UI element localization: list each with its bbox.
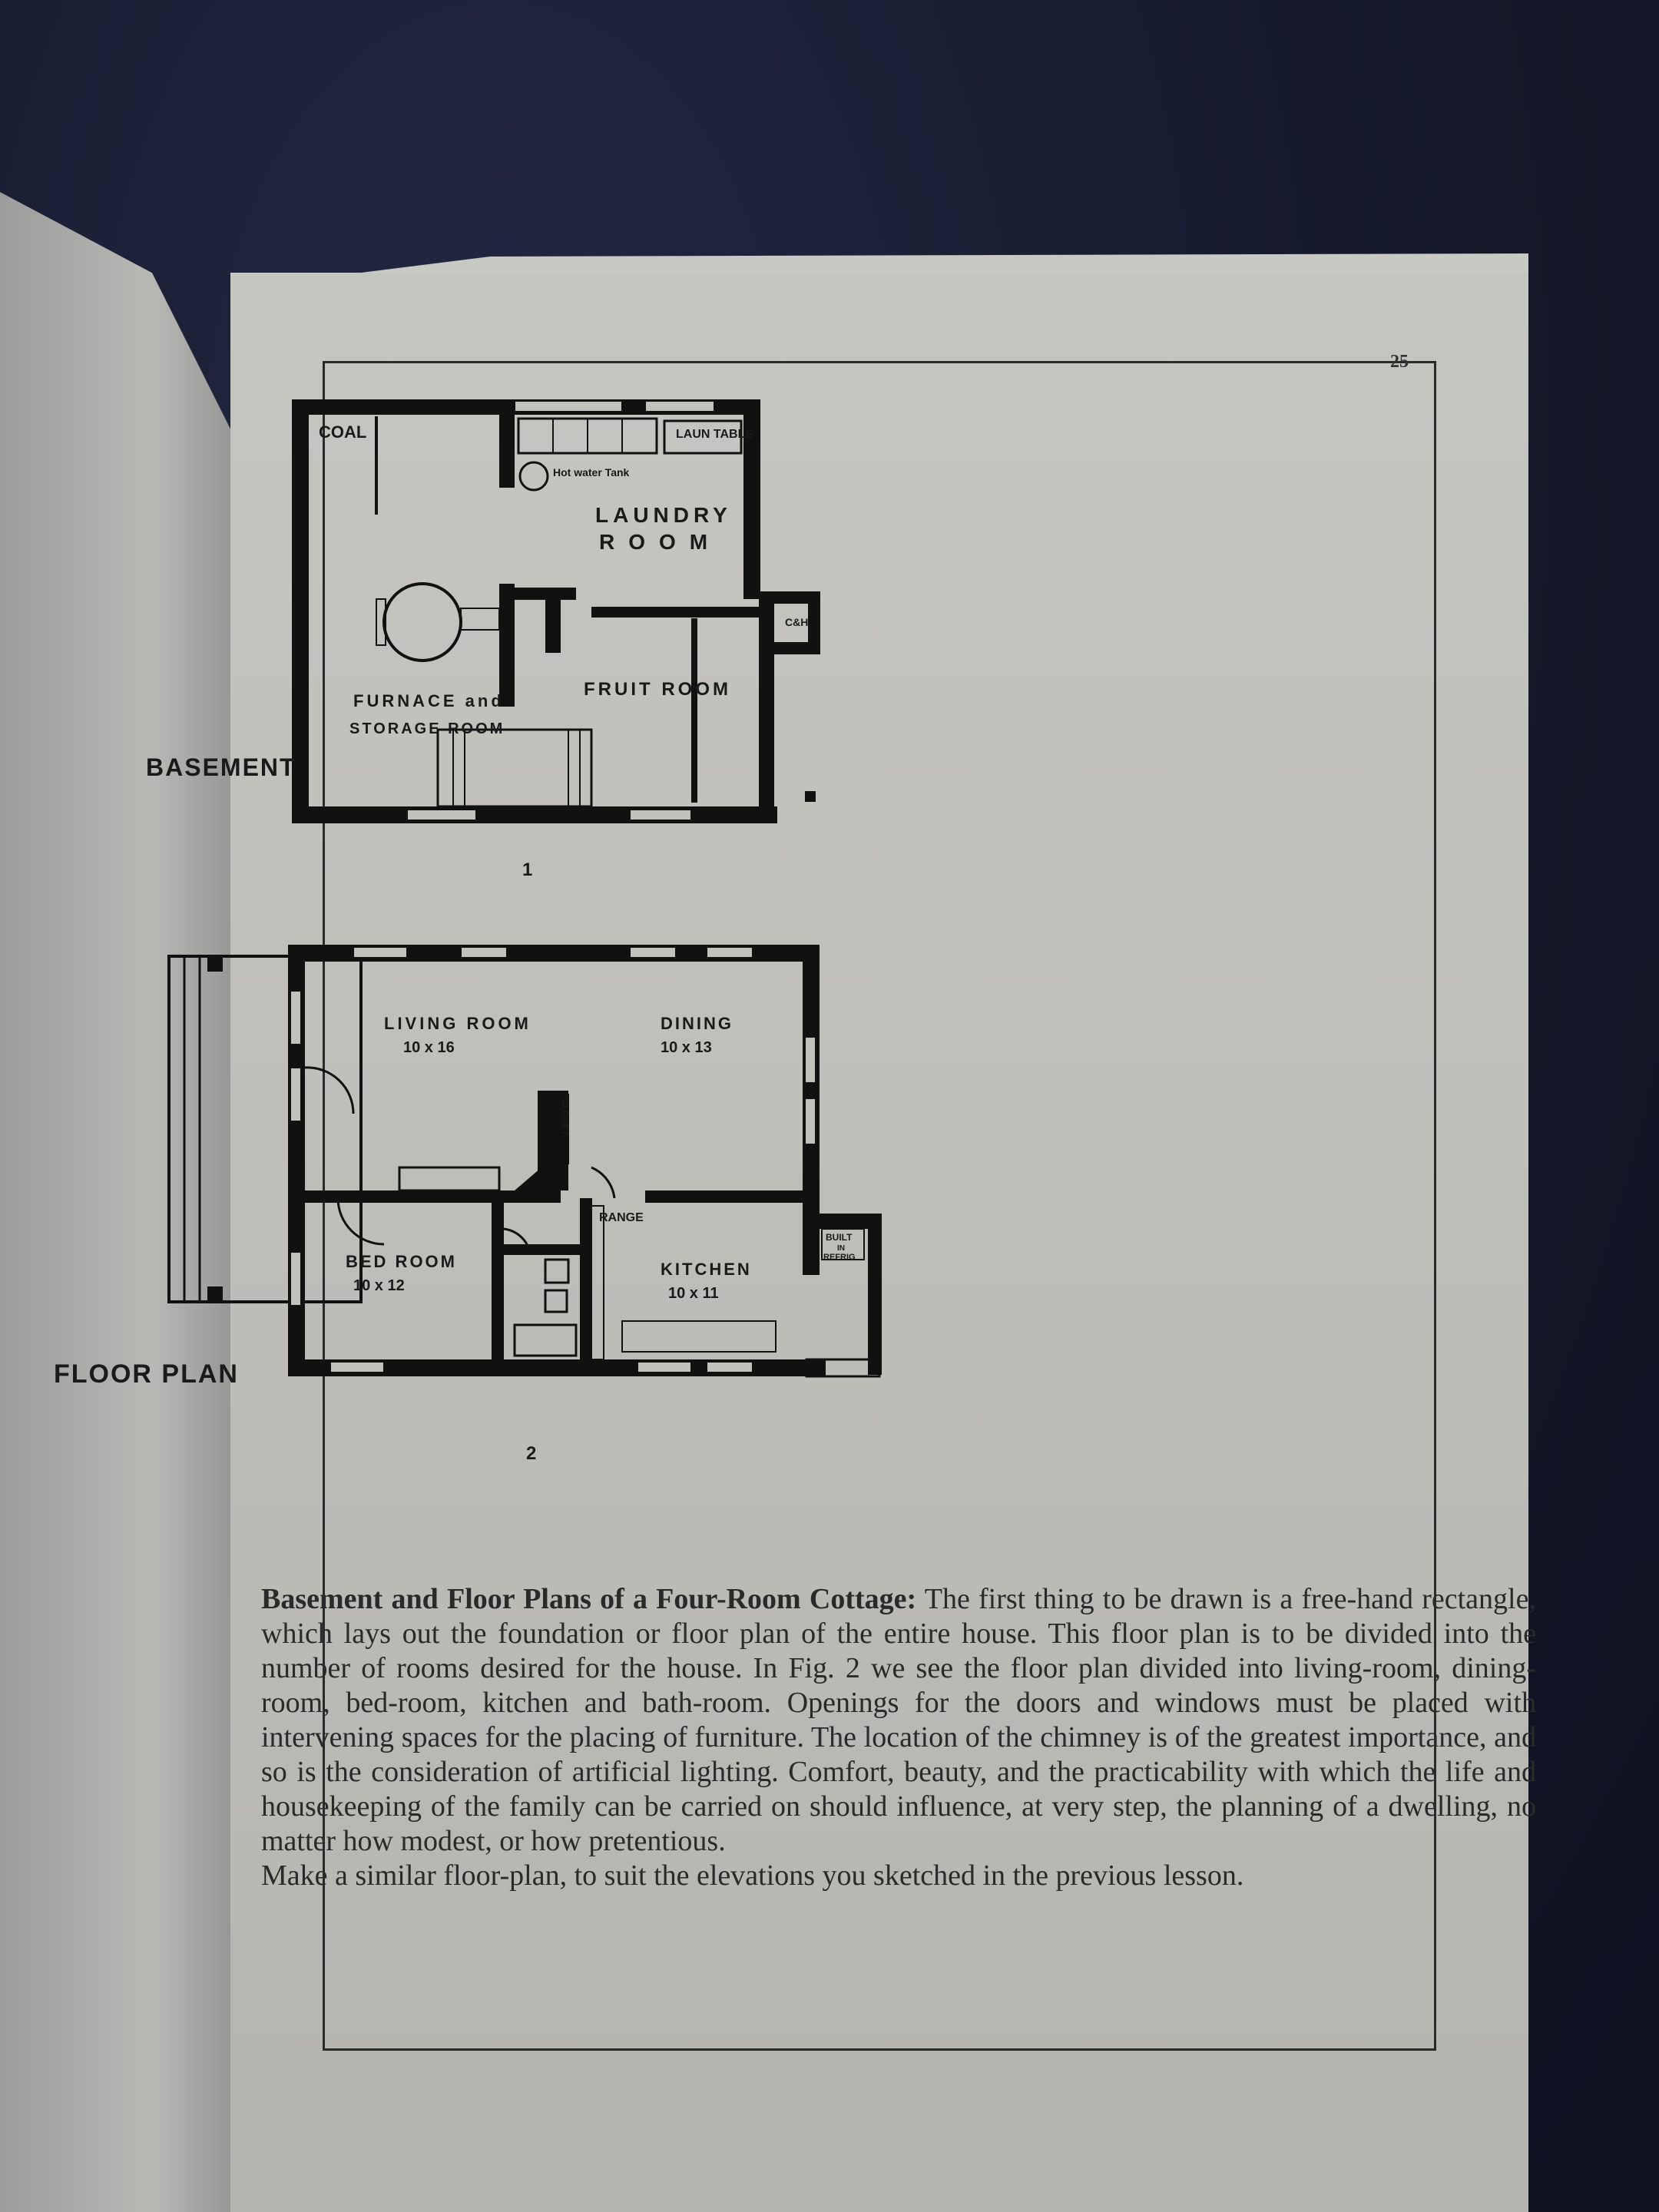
sink bbox=[545, 1260, 568, 1283]
label-laundry-room-2: ROOM bbox=[599, 530, 722, 554]
basement-window bbox=[407, 810, 476, 820]
basement-label: BASEMENT bbox=[146, 753, 296, 781]
label-fruit-room: FRUIT ROOM bbox=[584, 679, 731, 700]
basement-partition-upper bbox=[499, 407, 515, 488]
label-closet: CLOSET bbox=[560, 1098, 571, 1136]
floor-window bbox=[461, 947, 507, 958]
floor-window bbox=[805, 1037, 816, 1083]
label-dining-size: 10 x 13 bbox=[661, 1039, 712, 1056]
floor-window bbox=[805, 1098, 816, 1144]
floor-window bbox=[707, 1362, 753, 1373]
caption-heading: Basement and Floor Plans of a Four-Room Cottage: bbox=[261, 1583, 917, 1615]
utility-step bbox=[806, 1359, 879, 1376]
floor-window bbox=[330, 1362, 384, 1373]
porch-post bbox=[207, 956, 223, 972]
bathtub bbox=[515, 1325, 576, 1356]
hot-water-tank bbox=[520, 462, 548, 490]
basement-partition-lower bbox=[499, 584, 515, 707]
basement-window bbox=[515, 401, 622, 412]
caption bbox=[215, 1582, 1536, 1893]
furnace bbox=[384, 584, 461, 661]
kitchen-cabinet bbox=[591, 1206, 604, 1359]
wall-bath-kitchen bbox=[580, 1198, 592, 1371]
floor-window bbox=[290, 1252, 301, 1306]
caption-body: The first thing to be drawn is a free-hand rectangle, which lays out the foundation or floor plan of the entire house. This floor plan is to be divided into the number of rooms desired for the house. In Fig. 2 we see the floor plan divided into living-room, dining-room, bed-room, kitchen and bath-room. Openings for the doors and windows must be placed with intervening spaces for the placing of furniture. The location of the chimney is of the greatest importance, and so is the consideration of artificial lighting. Comfort, beauty, and the practicability with which the life and housekeeping of the family can be carried on should influence, at very step, the planning of a dwelling, no matter how modest, or how pretentious. bbox=[261, 1583, 1536, 1857]
label-coal: COAL bbox=[319, 422, 367, 442]
basement-window bbox=[630, 810, 691, 820]
label-refrig-1: BUILT bbox=[826, 1232, 853, 1243]
page-number: 25 bbox=[1390, 352, 1409, 372]
basement-wall-east-lower bbox=[759, 591, 774, 822]
fruit-room-side bbox=[691, 618, 697, 803]
fruit-room-wall bbox=[591, 607, 760, 618]
basement-window bbox=[645, 401, 714, 412]
label-laundry-table: LAUN TABLE bbox=[676, 428, 754, 441]
floor-plan-label: FLOOR PLAN bbox=[54, 1359, 239, 1389]
label-living-room: LIVING ROOM bbox=[384, 1014, 531, 1033]
label-living-room-size: 10 x 16 bbox=[403, 1039, 455, 1056]
caption-paragraph bbox=[215, 1582, 1536, 1859]
porch-post bbox=[207, 1286, 223, 1302]
living-room-seat bbox=[399, 1167, 499, 1190]
floor-window bbox=[707, 947, 753, 958]
label-laundry-room-1: LAUNDRY bbox=[595, 503, 732, 527]
kitchen-door-swing bbox=[591, 1167, 614, 1198]
label-furnace-2: STORAGE ROOM bbox=[349, 720, 505, 737]
label-hot-water-tank: Hot water Tank bbox=[553, 466, 630, 478]
fig-2-number: 2 bbox=[526, 1443, 537, 1464]
label-bed-room-size: 10 x 12 bbox=[353, 1277, 405, 1294]
kitchen-sink-counter bbox=[622, 1321, 776, 1352]
floor-window bbox=[290, 991, 301, 1045]
label-cash: C&H bbox=[785, 616, 809, 628]
basement-wall-south bbox=[292, 806, 777, 823]
label-furnace-1: FURNACE and bbox=[353, 691, 505, 710]
furnace-pipe bbox=[461, 608, 499, 630]
bath-hall-wall bbox=[503, 1244, 580, 1255]
label-bed-room: BED ROOM bbox=[346, 1252, 457, 1271]
floor-window bbox=[630, 947, 676, 958]
label-kitchen-size: 10 x 11 bbox=[668, 1285, 719, 1302]
toilet bbox=[545, 1290, 567, 1312]
label-range: RANGE bbox=[599, 1211, 644, 1224]
floor-window bbox=[290, 1068, 301, 1121]
floor-plans-figure bbox=[54, 361, 1536, 1559]
label-kitchen: KITCHEN bbox=[661, 1260, 752, 1279]
floor-window bbox=[637, 1362, 691, 1373]
wall-bed-bath bbox=[492, 1198, 504, 1371]
left-page-edge bbox=[0, 192, 253, 2212]
bay-bottom bbox=[759, 642, 820, 654]
utility-wall-east bbox=[868, 1214, 882, 1375]
wall-dining-kitchen bbox=[645, 1190, 806, 1203]
basement-plan bbox=[146, 399, 820, 880]
label-refrig-2: IN bbox=[837, 1244, 845, 1253]
label-dining: DINING bbox=[661, 1014, 733, 1033]
fig-1-number: 1 bbox=[522, 859, 533, 880]
basement-chimney bbox=[545, 591, 561, 653]
wall-living-bed-2 bbox=[384, 1190, 561, 1203]
front-door-swing bbox=[305, 1068, 353, 1114]
bay-post bbox=[805, 791, 816, 802]
caption-instruction: Make a similar floor-plan, to suit the elevations you sketched in the previous lesson. bbox=[261, 1859, 1244, 1892]
label-refrig-3: REFRIG bbox=[823, 1253, 856, 1262]
floor-window bbox=[353, 947, 407, 958]
